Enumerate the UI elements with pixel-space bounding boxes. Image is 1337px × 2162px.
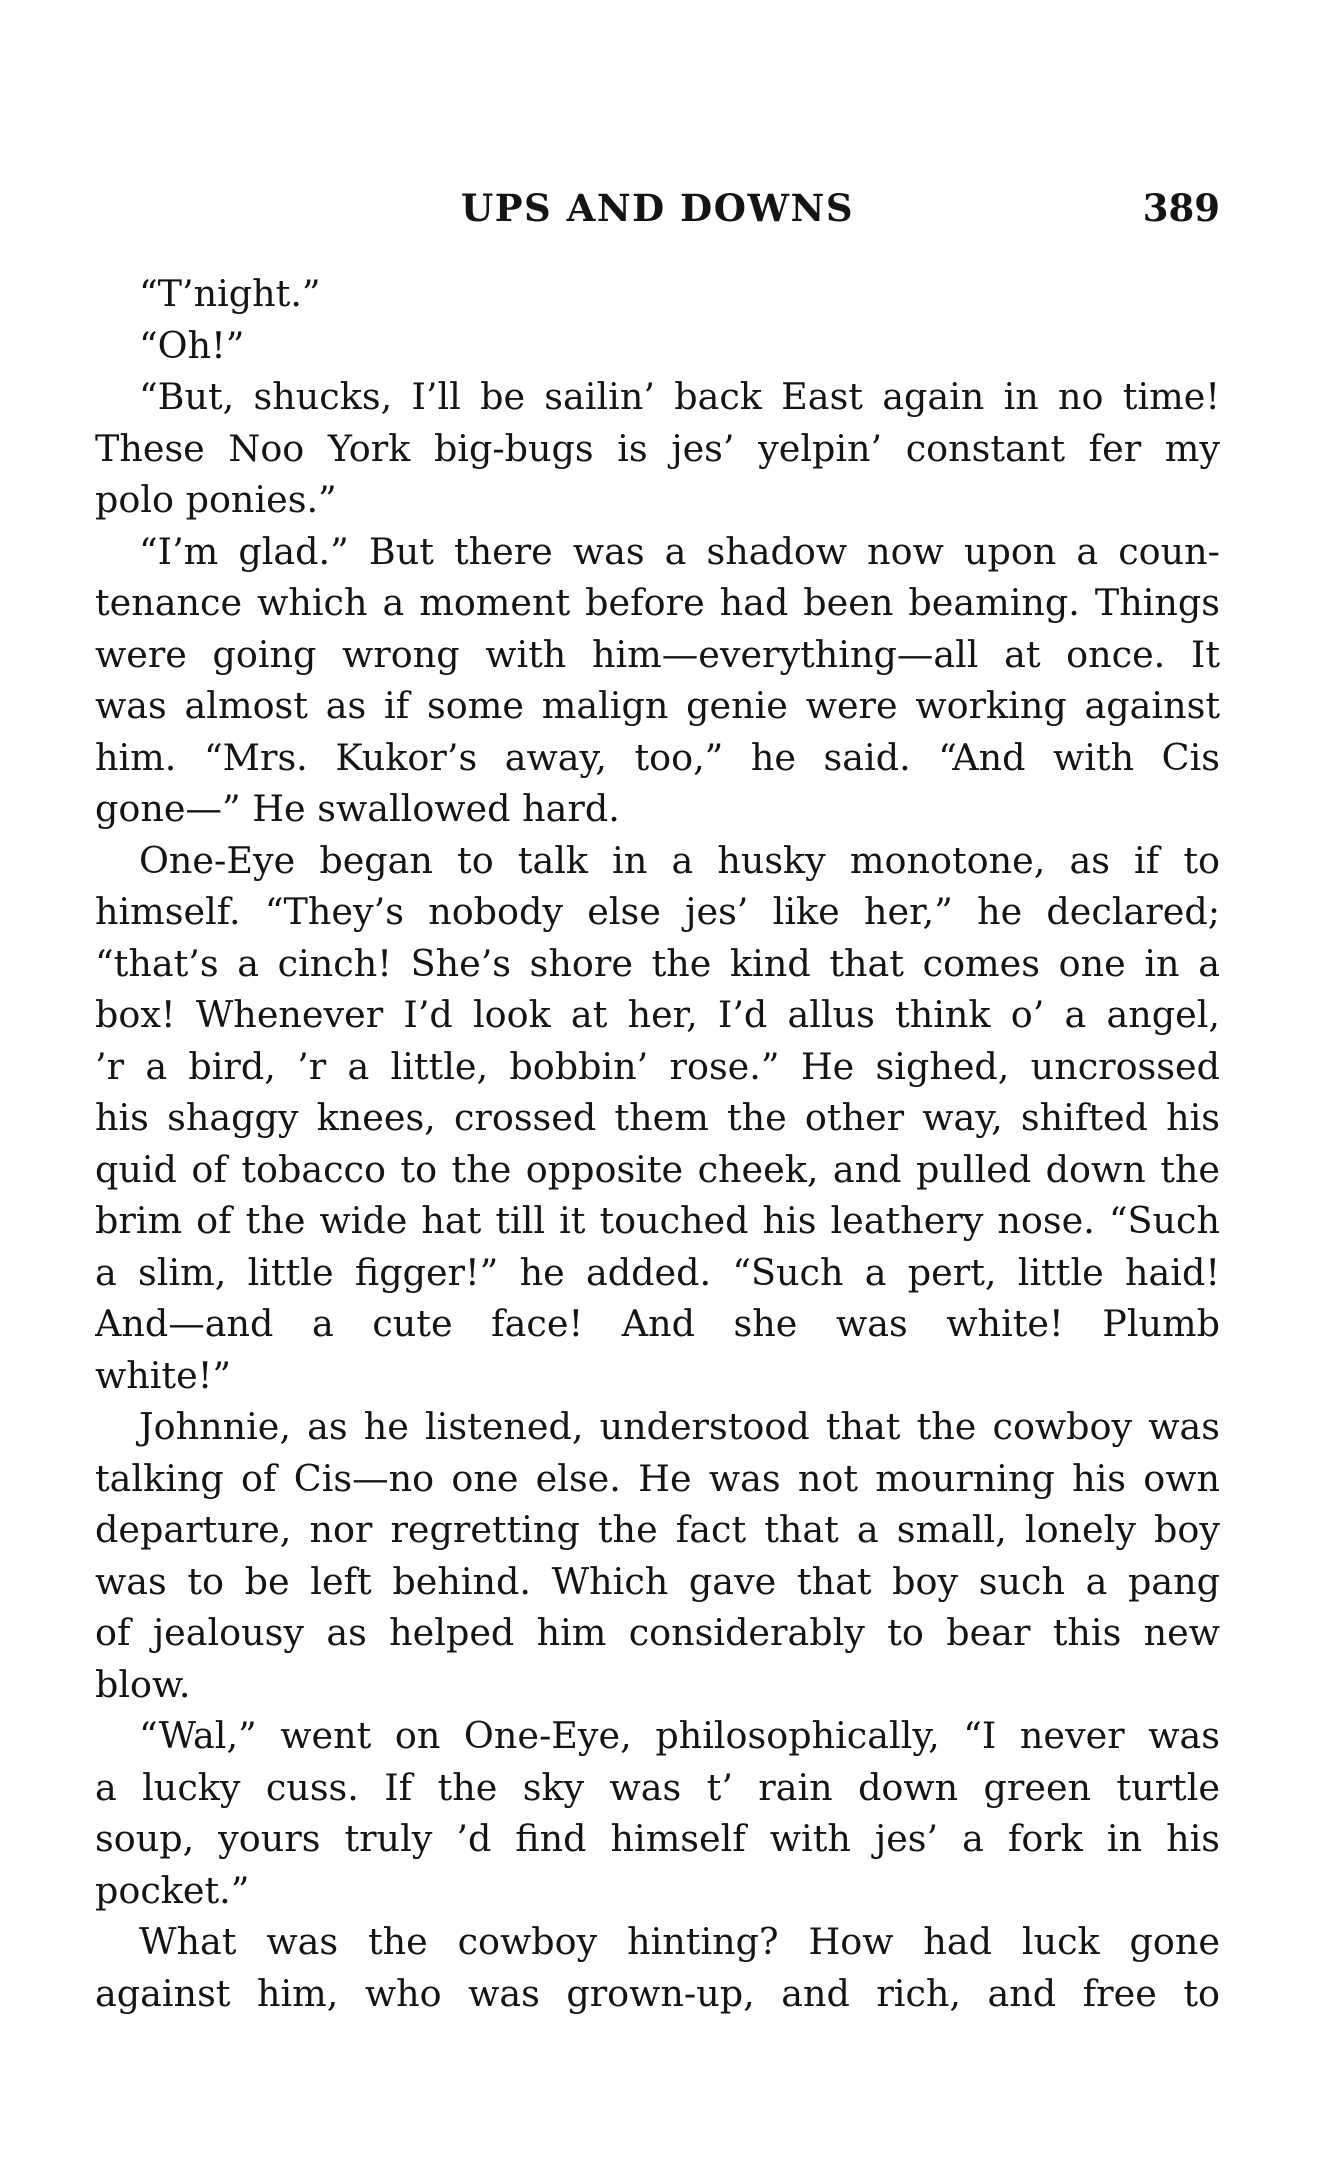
text-line: departure, nor regretting the fact that a small, lonely boy — [95, 1508, 1220, 1551]
text-line: of jealousy as helped him considerably to bear this new — [95, 1611, 1220, 1654]
text-line: blow. — [95, 1662, 191, 1706]
text-line: white!” — [95, 1353, 232, 1397]
text-line: What was the cowboy hinting? How had luck gone — [139, 1920, 1220, 1963]
running-title: UPS AND DOWNS — [460, 186, 855, 230]
text-line: brim of the wide hat till it touched his leathery nose. “Such — [95, 1199, 1220, 1242]
text-line: pocket.” — [95, 1868, 250, 1912]
text-line: These Noo York big-bugs is jes’ yelpin’ constant fer my — [95, 426, 1220, 470]
text-line: tenance which a moment before had been beaming. Things — [95, 581, 1220, 624]
text-line: “But, shucks, I’ll be sailin’ back East again in no time! — [139, 375, 1220, 418]
text-line: a slim, little figger!” he added. “Such a pert, little haid! — [95, 1250, 1220, 1294]
text-line: were going wrong with him—everything—all at once. It — [95, 632, 1220, 676]
text-line: was almost as if some malign genie were working against — [95, 684, 1220, 727]
text-line: a lucky cuss. If the sky was t’ rain down green turtle — [95, 1765, 1220, 1809]
text-line: polo ponies.” — [95, 478, 337, 521]
text-line: Johnnie, as he listened, understood that the cowboy was — [139, 1405, 1220, 1448]
text-line: “that’s a cinch! She’s shore the kind that comes one in a — [95, 941, 1220, 985]
page-number: 389 — [1142, 186, 1220, 230]
text-line: him. “Mrs. Kukor’s away, too,” he said. “And with Cis — [95, 735, 1220, 779]
text-line: soup, yours truly ’d find himself with jes’ a fork in his — [95, 1817, 1220, 1860]
text-line: was to be left behind. Which gave that boy such a pang — [95, 1559, 1220, 1603]
text-line: One-Eye began to talk in a husky monotone, as if to — [139, 838, 1220, 882]
text-line: And—and a cute face! And she was white! Plumb — [95, 1302, 1220, 1345]
text-line: against him, who was grown-up, and rich, and free to — [95, 1971, 1220, 2015]
text-line: “Oh!” — [139, 323, 245, 367]
text-line: gone—” He swallowed hard. — [95, 787, 620, 830]
text-line: “I’m glad.” But there was a shadow now upon a coun- — [139, 529, 1220, 573]
text-line: his shaggy knees, crossed them the other way, shifted his — [95, 1096, 1220, 1139]
text-line: ’r a bird, ’r a little, bobbin’ rose.” He sighed, uncrossed — [95, 1044, 1220, 1088]
body-text — [95, 268, 1220, 2019]
text-line: quid of tobacco to the opposite cheek, and pulled down the — [95, 1147, 1220, 1191]
text-line: himself. “They’s nobody else jes’ like her,” he declared; — [95, 890, 1220, 933]
text-line: box! Whenever I’d look at her, I’d allus think o’ a angel, — [95, 993, 1220, 1036]
text-line: “Wal,” went on One-Eye, philosophically, “I never was — [139, 1714, 1220, 1757]
running-head — [95, 186, 1220, 246]
text-line: “T’night.” — [139, 272, 321, 315]
text-line: talking of Cis—no one else. He was not mourning his own — [95, 1456, 1220, 1500]
